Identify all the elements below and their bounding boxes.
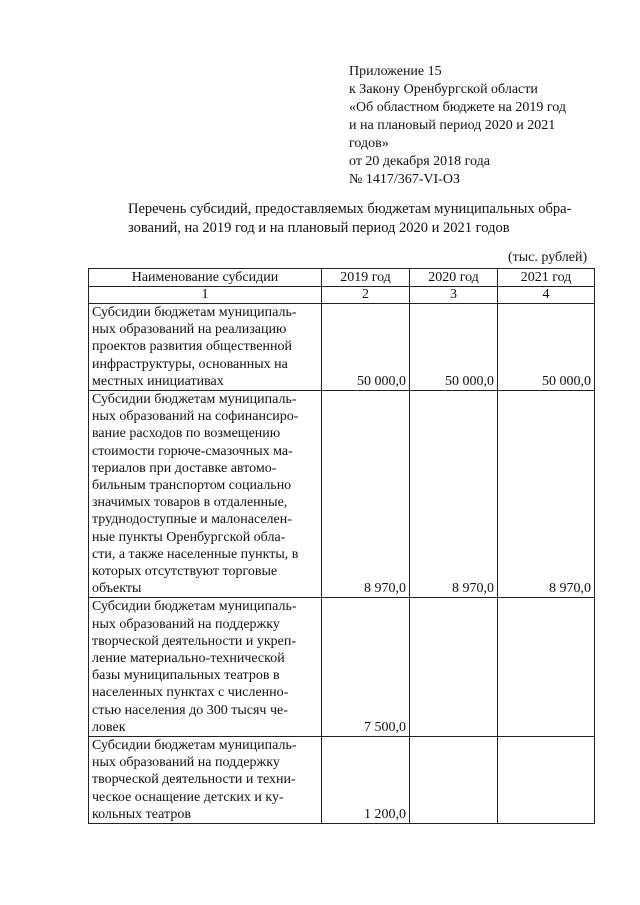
document-title-line: Перечень субсидий, предоставляемых бюджетам муниципальных обра-: [128, 201, 572, 217]
table-row: [89, 391, 595, 598]
subsidy-name-line: ных образований на софинансиро-: [92, 409, 299, 425]
header-2020: 2020 год: [410, 269, 498, 287]
document-title-line: зований, на 2019 год и на плановый период 2020 и 2021 годов: [128, 220, 510, 236]
table-row: [89, 304, 595, 391]
column-number: 1: [89, 287, 322, 304]
appendix-block: [349, 63, 609, 189]
column-number: 4: [498, 287, 595, 304]
subsidy-name-line: творческой деятельности и укреп-: [92, 633, 296, 649]
amount-2019: 1 200,0: [322, 737, 410, 824]
amount-2019: 8 970,0: [322, 391, 410, 598]
subsidy-name-line: базы муниципальных театров в: [92, 668, 280, 684]
subsidy-name-line: ловек: [92, 719, 126, 735]
subsidy-name-line: стоимости горюче-смазочных ма-: [92, 443, 293, 459]
subsidy-name-line: кольных театров: [92, 806, 191, 822]
table-row: [89, 737, 595, 824]
column-number-row: [89, 287, 595, 304]
amount-2019: 50 000,0: [322, 304, 410, 391]
amount-2020: 50 000,0: [410, 304, 498, 391]
table-row: [89, 598, 595, 737]
amount-2020: [410, 598, 498, 737]
amount-2021: [498, 598, 595, 737]
subsidy-name-line: Субсидии бюджетам муниципаль-: [92, 392, 297, 408]
appendix-line: к Закону Оренбургской области: [349, 82, 538, 97]
units-label: (тыс. рублей): [508, 250, 588, 265]
subsidy-name-line: Субсидии бюджетам муниципаль-: [92, 599, 297, 615]
subsidy-name-line: ных образований на поддержку: [92, 755, 280, 771]
table-header-row: [89, 269, 595, 287]
subsidy-name-line: сти, а также населенные пункты, в: [92, 546, 299, 562]
subsidy-name-line: населенных пунктах с численно-: [92, 685, 289, 701]
subsidy-name-cell: [89, 737, 322, 824]
amount-2021: 8 970,0: [498, 391, 595, 598]
appendix-line: и на плановый период 2020 и 2021: [349, 118, 556, 133]
subsidy-name-line: Субсидии бюджетам муниципаль-: [92, 305, 297, 320]
subsidy-name-cell: [89, 598, 322, 737]
subsidy-name-line: которых отсутствуют торговые: [92, 564, 278, 580]
appendix-line: от 20 декабря 2018 года: [349, 154, 490, 169]
subsidy-name-cell: [89, 304, 322, 391]
subsidy-name-line: стью населения до 300 тысяч че-: [92, 702, 288, 718]
subsidy-name-line: териалов при доставке автомо-: [92, 460, 277, 476]
subsidy-name-cell: [89, 391, 322, 598]
subsidy-name-line: инфраструктуры, основанных на: [92, 356, 288, 372]
subsidy-name-line: вание расходов по возмещению: [92, 426, 281, 442]
header-name: Наименование субсидии: [89, 269, 322, 287]
header-2019: 2019 год: [322, 269, 410, 287]
column-number: 2: [322, 287, 410, 304]
column-number: 3: [410, 287, 498, 304]
appendix-line: № 1417/367-VI-ОЗ: [349, 172, 460, 187]
subsidy-name-line: ческое оснащение детских и ку-: [92, 789, 284, 805]
appendix-line: «Об областном бюджете на 2019 год: [349, 100, 566, 115]
appendix-line: Приложение 15: [349, 64, 442, 79]
subsidies-table: [88, 268, 595, 824]
subsidy-name-line: местных инициативах: [92, 373, 224, 389]
subsidy-name-line: труднодоступные и малонаселен-: [92, 512, 292, 528]
header-2021: 2021 год: [498, 269, 595, 287]
subsidy-name-line: значимых товаров в отдаленные,: [92, 495, 288, 511]
subsidy-name-line: бильным транспортом социально: [92, 478, 292, 494]
subsidy-name-line: творческой деятельности и техни-: [92, 772, 296, 788]
appendix-line: годов»: [349, 136, 389, 151]
subsidy-name-line: ные пункты Оренбургской обла-: [92, 529, 286, 545]
amount-2020: [410, 737, 498, 824]
subsidy-name-line: объекты: [92, 581, 142, 597]
document-title: [95, 200, 605, 238]
subsidy-name-line: ных образований на реализацию: [92, 322, 287, 338]
subsidy-name-line: проектов развития общественной: [92, 339, 292, 355]
subsidy-name-line: Субсидии бюджетам муниципаль-: [92, 738, 297, 754]
subsidy-name-line: ных образований на поддержку: [92, 616, 280, 632]
amount-2019: 7 500,0: [322, 598, 410, 737]
subsidy-name-line: ление материально-технической: [92, 651, 285, 667]
amount-2021: 50 000,0: [498, 304, 595, 391]
amount-2020: 8 970,0: [410, 391, 498, 598]
amount-2021: [498, 737, 595, 824]
